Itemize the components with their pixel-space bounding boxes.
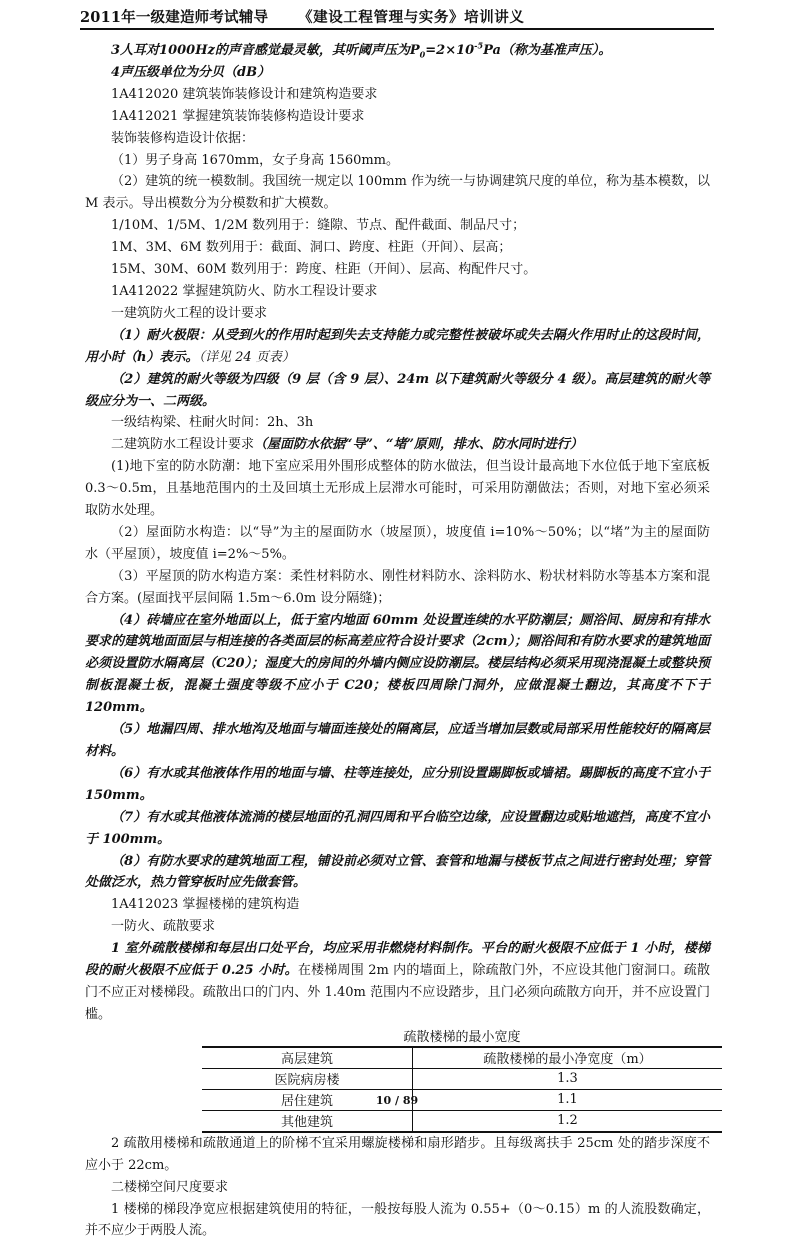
table-cell: 1.2 (413, 1110, 723, 1132)
table-cell: 医院病房楼 (202, 1068, 413, 1089)
table-title: 疏散楼梯的最小宽度 (202, 1026, 722, 1047)
table-row (202, 1110, 722, 1132)
document-body (85, 40, 710, 1242)
paragraph-damp-proof: （4）砖墙应在室外地面以上，低于室内地面 60mm 处设置连续的水平防潮层；厕浴间、厨房和有排水要求的建筑地面面层与相连接的各类面层的标高差应符合设计要求（2cm）；厕浴间和有防水要求的建筑地面必须设置防水隔离层（C20）；湿度大的房间的外墙内侧应设防潮层。楼层结构必须采用现浇混凝土或整块预制板混凝土板，混凝土强度等级不应小于 C20；楼板四周除门洞外，应做混凝土翻边，其高度不下于 120mm。 (85, 610, 710, 720)
paragraph: 一级结构梁、柱耐火时间：2h、3h (85, 412, 710, 434)
header-right: 《建设工程管理与实务》培训讲义 (298, 6, 525, 27)
header-left: 2011年一级建造师考试辅导 (80, 6, 268, 27)
subsection-heading: 二建筑防水工程设计要求（屋面防水依据“导”、“堵”原则，排水、防水同时进行） (85, 434, 710, 456)
paragraph: （2）建筑的统一模数制。我国统一规定以 100mm 作为统一与协调建筑尺度的单位，称为基本模数，以 M 表示。导出模数分为分模数和扩大模数。 (85, 171, 710, 215)
paragraph: 装饰装修构造设计依据： (85, 128, 710, 150)
paragraph-floor-drain: （5）地漏四周、排水地沟及地面与墙面连接处的隔离层，应适当增加层数或局部采用性能较好的隔离层材料。 (85, 719, 710, 763)
paragraph-fire-grade: （2）建筑的耐火等级为四级（9 层（含 9 层）、24m 以下建筑耐火等级分 4 级）。高层建筑的耐火等级应分为一、二两级。 (85, 369, 710, 413)
section-heading: 1A412021 掌握建筑装饰装修构造设计要求 (85, 106, 710, 128)
page-number: 10 / 89 (0, 1094, 794, 1107)
subsection-heading: 一建筑防火工程的设计要求 (85, 303, 710, 325)
paragraph-sound-pressure: 3人耳对1000Hz的声音感觉最灵敏，其听阈声压为$P_0=2\times 10^{-5}Pa$（称为基准声压）。 (85, 40, 710, 62)
paragraph: 1/10M、1/5M、1/2M 数列用于：缝隙、节点、配件截面、制品尺寸； (85, 215, 710, 237)
subsection-heading: 一防火、疏散要求 (85, 916, 710, 938)
section-heading: 1A412020 建筑装饰装修设计和建筑构造要求 (85, 84, 710, 106)
paragraph: (1)地下室的防水防潮：地下室应采用外围形成整体的防水做法，但当设计最高地下水位低于地下室底板 0.3～0.5m，且基地范围内的土及回填土无形成上层滞水可能时，可采用防潮做法；否则，对地下室必须采取防水处理。 (85, 456, 710, 522)
table-cell: 1.1 (413, 1089, 723, 1110)
paragraph-fire-resistance: （1）耐火极限：从受到火的作用时起到失去支持能力或完整性被破坏或失去隔火作用时止的这段时间，用小时（h）表示。（详见 24 页表） (85, 325, 710, 369)
table-cell: 1.3 (413, 1068, 723, 1089)
paragraph-decibel: 4声压级单位为分贝（dB） (85, 62, 710, 84)
paragraph-pipe-sealing: （8）有防水要求的建筑地面工程，铺设前必须对立管、套管和地漏与楼板节点之间进行密封处理；穿管处做泛水，热力管穿板时应先做套管。 (85, 851, 710, 895)
paragraph: 15M、30M、60M 数列用于：跨度、柱距（开间）、层高、构配件尺寸。 (85, 259, 710, 281)
section-heading: 1A412023 掌握楼梯的建筑构造 (85, 894, 710, 916)
paragraph: （2）屋面防水构造：以“导”为主的屋面防水（坡屋顶），坡度值 i=10%～50%；以“堵”为主的屋面防水（平屋顶），坡度值 i=2%～5%。 (85, 522, 710, 566)
section-heading: 1A412022 掌握建筑防火、防水工程设计要求 (85, 281, 710, 303)
table-cell: 其他建筑 (202, 1110, 413, 1132)
paragraph-skirting: （6）有水或其他液体作用的地面与墙、柱等连接处，应分别设置踢脚板或墙裙。踢脚板的高度不宜小于 150mm。 (85, 763, 710, 807)
stair-width-table (202, 1026, 722, 1133)
table-header: 高层建筑 (202, 1047, 413, 1069)
paragraph-stair-fire: 1 室外疏散楼梯和每层出口处平台，均应采用非燃烧材料制作。平台的耐火极限不应低于 1 小时，楼梯段的耐火极限不应低于 0.25 小时。在楼梯周围 2m 内的墙面上，除疏散门外，不应设其他门窗洞口。疏散门不应正对楼梯段。疏散出口的门内、外 1.40m 范围内不应设踏步，且门必须向疏散方向开，并不应设置门槛。 (85, 938, 710, 1026)
table-cell: 居住建筑 (202, 1089, 413, 1110)
paragraph: 1 楼梯的梯段净宽应根据建筑使用的特征，一般按每股人流为 0.55+（0～0.15）m 的人流股数确定，并不应少于两股人流。 (85, 1199, 710, 1242)
paragraph: （3）平屋顶的防水构造方案：柔性材料防水、刚性材料防水、涂料防水、粉状材料防水等基本方案和混合方案。(屋面找平层间隔 1.5m～6.0m 设分隔缝)； (85, 566, 710, 610)
subsection-heading: 二楼梯空间尺度要求 (85, 1177, 710, 1199)
paragraph-edge-barrier: （7）有水或其他液体流淌的楼层地面的孔洞四周和平台临空边缘，应设置翻边或贴地遮挡，高度不宜小于 100mm。 (85, 807, 710, 851)
paragraph: 2 疏散用楼梯和疏散通道上的阶梯不宜采用螺旋楼梯和扇形踏步。且每级离扶手 25cm 处的踏步深度不应小于 22cm。 (85, 1133, 710, 1177)
page-header (80, 6, 714, 30)
paragraph: 1M、3M、6M 数列用于：截面、洞口、跨度、柱距（开间）、层高； (85, 237, 710, 259)
table-row (202, 1068, 722, 1089)
table-header: 疏散楼梯的最小净宽度（m） (413, 1047, 723, 1069)
paragraph: （1）男子身高 1670mm，女子身高 1560mm。 (85, 150, 710, 172)
